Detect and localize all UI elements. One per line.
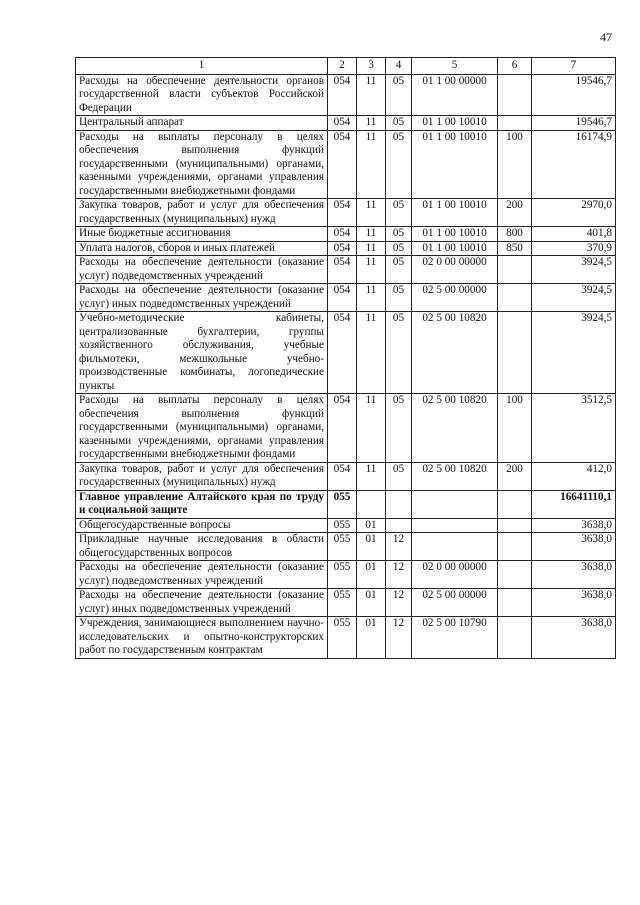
row-sum-cell: 412,0 (532, 462, 616, 490)
row-name-cell: Центральный аппарат (76, 116, 328, 131)
row-sum-cell: 19546,7 (532, 74, 616, 116)
row-vr-cell (498, 518, 532, 533)
row-grbs-cell: 054 (328, 256, 357, 284)
table-row (76, 394, 616, 463)
row-grbs-cell: 055 (328, 518, 357, 533)
table-row (76, 130, 616, 199)
table-row (76, 462, 616, 490)
row-grbs-cell: 055 (328, 589, 357, 617)
row-pr-cell: 05 (386, 462, 412, 490)
row-pr-cell: 05 (386, 74, 412, 116)
table-row (76, 227, 616, 242)
row-grbs-cell: 054 (328, 394, 357, 463)
row-csr-cell (412, 518, 498, 533)
row-csr-cell: 01 1 00 10010 (412, 241, 498, 256)
row-rz-cell: 11 (357, 227, 386, 242)
row-rz-cell: 11 (357, 116, 386, 131)
row-rz-cell: 01 (357, 518, 386, 533)
row-csr-cell: 01 1 00 10010 (412, 116, 498, 131)
row-csr-cell: 01 1 00 10010 (412, 199, 498, 227)
row-grbs-cell: 054 (328, 284, 357, 312)
row-csr-cell: 02 5 00 00000 (412, 284, 498, 312)
row-vr-cell: 800 (498, 227, 532, 242)
row-sum-cell: 16174,9 (532, 130, 616, 199)
row-csr-cell (412, 490, 498, 518)
row-rz-cell: 11 (357, 241, 386, 256)
row-pr-cell: 05 (386, 284, 412, 312)
row-name-cell: Расходы на обеспечение деятельности (оказание услуг) подведомственных учреждений (76, 256, 328, 284)
row-sum-cell: 16641110,1 (532, 490, 616, 518)
row-sum-cell: 2970,0 (532, 199, 616, 227)
row-sum-cell: 370,9 (532, 241, 616, 256)
row-name-cell: Прикладные научные исследования в области общегосударственных вопросов (76, 533, 328, 561)
row-sum-cell: 3512,5 (532, 394, 616, 463)
table-row (76, 116, 616, 131)
row-vr-cell (498, 74, 532, 116)
row-name-cell: Уплата налогов, сборов и иных платежей (76, 241, 328, 256)
row-vr-cell (498, 561, 532, 589)
header-cell: 5 (412, 58, 498, 75)
row-csr-cell: 02 5 00 10820 (412, 312, 498, 394)
row-name-cell: Расходы на обеспечение деятельности органов государственной власти субъектов Российской Федерации (76, 74, 328, 116)
row-vr-cell (498, 312, 532, 394)
row-vr-cell: 100 (498, 130, 532, 199)
row-grbs-cell: 054 (328, 74, 357, 116)
table-row (76, 312, 616, 394)
row-pr-cell: 05 (386, 116, 412, 131)
row-sum-cell: 401,8 (532, 227, 616, 242)
row-name-cell: Общегосударственные вопросы (76, 518, 328, 533)
header-cell: 6 (498, 58, 532, 75)
row-name-cell: Расходы на обеспечение деятельности (оказание услуг) подведомственных учреждений (76, 561, 328, 589)
row-vr-cell (498, 284, 532, 312)
page-number: 47 (600, 30, 612, 44)
table-header-row (76, 58, 616, 75)
row-name-cell: Закупка товаров, работ и услуг для обеспечения государственных (муниципальных) нужд (76, 462, 328, 490)
row-vr-cell: 100 (498, 394, 532, 463)
row-pr-cell: 12 (386, 589, 412, 617)
row-vr-cell: 850 (498, 241, 532, 256)
row-pr-cell (386, 490, 412, 518)
row-name-cell: Расходы на обеспечение деятельности (оказание услуг) иных подведомственных учреждений (76, 589, 328, 617)
table-row (76, 561, 616, 589)
table-row (76, 199, 616, 227)
row-vr-cell (498, 617, 532, 659)
row-grbs-cell: 054 (328, 227, 357, 242)
row-vr-cell (498, 490, 532, 518)
row-pr-cell: 05 (386, 312, 412, 394)
row-pr-cell: 12 (386, 561, 412, 589)
table-row (76, 490, 616, 518)
row-pr-cell (386, 518, 412, 533)
table-row (76, 256, 616, 284)
row-csr-cell: 01 1 00 00000 (412, 74, 498, 116)
row-name-cell: Иные бюджетные ассигнования (76, 227, 328, 242)
row-rz-cell: 11 (357, 256, 386, 284)
row-pr-cell: 12 (386, 533, 412, 561)
row-csr-cell: 02 0 00 00000 (412, 561, 498, 589)
row-pr-cell: 05 (386, 256, 412, 284)
row-vr-cell (498, 256, 532, 284)
row-sum-cell: 3638,0 (532, 617, 616, 659)
row-grbs-cell: 055 (328, 490, 357, 518)
header-cell: 4 (386, 58, 412, 75)
table-row (76, 533, 616, 561)
row-grbs-cell: 054 (328, 116, 357, 131)
row-name-cell: Учреждения, занимающиеся выполнением научно-исследовательских и опытно-конструкторских работ по государственным контрактам (76, 617, 328, 659)
budget-table (75, 57, 616, 659)
row-sum-cell: 3924,5 (532, 284, 616, 312)
row-rz-cell: 01 (357, 589, 386, 617)
row-rz-cell: 11 (357, 462, 386, 490)
row-grbs-cell: 054 (328, 241, 357, 256)
row-name-cell: Расходы на выплаты персоналу в целях обеспечения выполнения функций государственными (муниципальными) органами, казенными учреждениями, органами управления государственными внебюджетными фондами (76, 394, 328, 463)
table-row (76, 589, 616, 617)
row-rz-cell (357, 490, 386, 518)
row-vr-cell (498, 533, 532, 561)
row-name-cell: Учебно-методические кабинеты, централизованные бухгалтерии, группы хозяйственного обслуживания, учебные фильмотеки, межшкольные учебно-производственные комбинаты, логопедические пункты (76, 312, 328, 394)
row-csr-cell: 01 1 00 10010 (412, 227, 498, 242)
row-sum-cell: 3638,0 (532, 533, 616, 561)
header-cell: 1 (76, 58, 328, 75)
row-pr-cell: 05 (386, 241, 412, 256)
table-row (76, 617, 616, 659)
row-rz-cell: 11 (357, 394, 386, 463)
row-name-cell: Закупка товаров, работ и услуг для обеспечения государственных (муниципальных) нужд (76, 199, 328, 227)
row-grbs-cell: 055 (328, 561, 357, 589)
table-row (76, 74, 616, 116)
row-pr-cell: 05 (386, 227, 412, 242)
row-sum-cell: 3924,5 (532, 256, 616, 284)
table-row (76, 241, 616, 256)
row-sum-cell: 3924,5 (532, 312, 616, 394)
table-row (76, 284, 616, 312)
row-pr-cell: 05 (386, 394, 412, 463)
header-cell: 2 (328, 58, 357, 75)
table-body (76, 74, 616, 658)
row-pr-cell: 05 (386, 130, 412, 199)
row-rz-cell: 01 (357, 533, 386, 561)
row-csr-cell (412, 533, 498, 561)
row-csr-cell: 01 1 00 10010 (412, 130, 498, 199)
row-name-cell: Расходы на выплаты персоналу в целях обеспечения выполнения функций государственными (муниципальными) органами, казенными учреждениями, органами управления государственными внебюджетными фондами (76, 130, 328, 199)
row-grbs-cell: 054 (328, 312, 357, 394)
row-csr-cell: 02 0 00 00000 (412, 256, 498, 284)
row-rz-cell: 11 (357, 284, 386, 312)
row-rz-cell: 11 (357, 199, 386, 227)
row-grbs-cell: 055 (328, 617, 357, 659)
row-vr-cell: 200 (498, 462, 532, 490)
row-vr-cell (498, 116, 532, 131)
table-row (76, 518, 616, 533)
row-grbs-cell: 054 (328, 199, 357, 227)
row-rz-cell: 11 (357, 312, 386, 394)
row-grbs-cell: 054 (328, 130, 357, 199)
row-rz-cell: 01 (357, 617, 386, 659)
row-rz-cell: 11 (357, 130, 386, 199)
row-name-cell: Расходы на обеспечение деятельности (оказание услуг) иных подведомственных учреждений (76, 284, 328, 312)
row-rz-cell: 01 (357, 561, 386, 589)
row-vr-cell: 200 (498, 199, 532, 227)
row-sum-cell: 3638,0 (532, 518, 616, 533)
row-vr-cell (498, 589, 532, 617)
row-rz-cell: 11 (357, 74, 386, 116)
row-sum-cell: 3638,0 (532, 589, 616, 617)
row-name-cell: Главное управление Алтайского края по труду и социальной защите (76, 490, 328, 518)
row-sum-cell: 3638,0 (532, 561, 616, 589)
row-pr-cell: 12 (386, 617, 412, 659)
row-csr-cell: 02 5 00 10820 (412, 462, 498, 490)
row-csr-cell: 02 5 00 00000 (412, 589, 498, 617)
row-grbs-cell: 055 (328, 533, 357, 561)
row-grbs-cell: 054 (328, 462, 357, 490)
row-csr-cell: 02 5 00 10820 (412, 394, 498, 463)
row-sum-cell: 19546,7 (532, 116, 616, 131)
row-pr-cell: 05 (386, 199, 412, 227)
row-csr-cell: 02 5 00 10790 (412, 617, 498, 659)
header-cell: 7 (532, 58, 616, 75)
header-cell: 3 (357, 58, 386, 75)
